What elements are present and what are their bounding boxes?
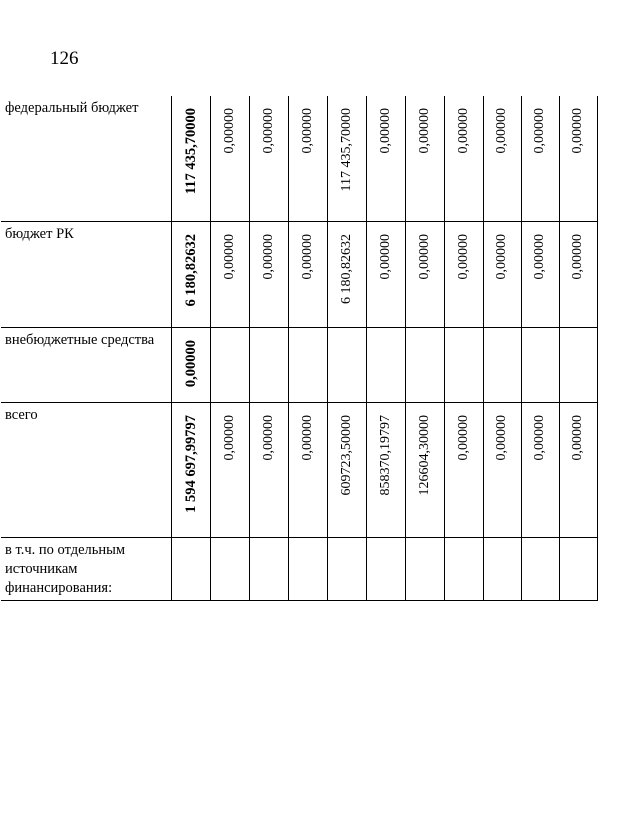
table-row bbox=[1, 402, 597, 537]
value-cell bbox=[483, 96, 521, 221]
row-label-cell bbox=[1, 96, 171, 221]
value-cell bbox=[366, 96, 405, 221]
value-cell bbox=[327, 327, 366, 402]
total-value: 117 435,70000 bbox=[182, 108, 199, 195]
value-cell bbox=[327, 96, 366, 221]
value-cell bbox=[405, 221, 444, 327]
value-cell bbox=[559, 96, 597, 221]
table-row bbox=[1, 221, 597, 327]
value-cell bbox=[249, 221, 288, 327]
value-cell bbox=[405, 402, 444, 537]
value-cell bbox=[444, 327, 483, 402]
row-label-cell bbox=[1, 402, 171, 537]
cell-value: 0,00000 bbox=[416, 108, 432, 154]
value-cell bbox=[483, 537, 521, 600]
row-label: федеральный бюджет bbox=[5, 100, 139, 116]
value-cell bbox=[288, 327, 327, 402]
cell-value: 0,00000 bbox=[221, 414, 237, 460]
value-cell bbox=[521, 327, 559, 402]
table-row bbox=[1, 537, 597, 600]
value-cell bbox=[405, 537, 444, 600]
cell-value: 0,00000 bbox=[455, 414, 471, 460]
cell-value: 0,00000 bbox=[260, 108, 276, 154]
value-cell bbox=[249, 402, 288, 537]
value-cell bbox=[521, 96, 559, 221]
cell-value: 126604,30000 bbox=[416, 414, 432, 495]
table-body bbox=[1, 96, 597, 600]
page-number: 126 bbox=[50, 48, 79, 69]
cell-value: 0,00000 bbox=[299, 233, 315, 279]
value-cell bbox=[288, 402, 327, 537]
value-cell bbox=[559, 402, 597, 537]
value-cell bbox=[249, 327, 288, 402]
cell-value: 609723,50000 bbox=[338, 414, 354, 495]
value-cell bbox=[366, 327, 405, 402]
table-row bbox=[1, 327, 597, 402]
value-cell bbox=[366, 221, 405, 327]
value-cell bbox=[559, 327, 597, 402]
value-cell bbox=[366, 402, 405, 537]
cell-value: 0,00000 bbox=[221, 233, 237, 279]
row-label-cell bbox=[1, 221, 171, 327]
value-cell bbox=[210, 537, 249, 600]
value-cell bbox=[288, 221, 327, 327]
cell-value: 0,00000 bbox=[532, 108, 547, 154]
cell-value: 0,00000 bbox=[494, 108, 509, 154]
cell-value: 0,00000 bbox=[532, 414, 547, 460]
value-cell bbox=[444, 537, 483, 600]
cell-value: 0,00000 bbox=[494, 414, 509, 460]
value-cell bbox=[288, 537, 327, 600]
cell-value: 0,00000 bbox=[416, 233, 432, 279]
value-cell bbox=[521, 537, 559, 600]
cell-value: 0,00000 bbox=[299, 108, 315, 154]
value-cell bbox=[444, 402, 483, 537]
cell-value: 0,00000 bbox=[260, 414, 276, 460]
budget-table bbox=[1, 96, 598, 601]
cell-value: 0,00000 bbox=[570, 108, 585, 154]
total-value: 1 594 697,99797 bbox=[182, 414, 199, 513]
value-cell bbox=[210, 96, 249, 221]
value-cell bbox=[210, 402, 249, 537]
value-cell bbox=[171, 402, 210, 537]
cell-value: 0,00000 bbox=[570, 414, 585, 460]
cell-value: 0,00000 bbox=[532, 233, 547, 279]
value-cell bbox=[366, 537, 405, 600]
value-cell bbox=[444, 96, 483, 221]
cell-value: 0,00000 bbox=[494, 233, 509, 279]
value-cell bbox=[444, 221, 483, 327]
cell-value: 0,00000 bbox=[221, 108, 237, 154]
value-cell bbox=[405, 327, 444, 402]
value-cell bbox=[171, 96, 210, 221]
cell-value: 858370,19797 bbox=[377, 414, 393, 495]
value-cell bbox=[171, 537, 210, 600]
value-cell bbox=[559, 537, 597, 600]
row-label-cell bbox=[1, 327, 171, 402]
value-cell bbox=[327, 402, 366, 537]
total-value: 0,00000 bbox=[182, 339, 199, 387]
value-cell bbox=[327, 537, 366, 600]
cell-value: 0,00000 bbox=[455, 233, 471, 279]
value-cell bbox=[210, 221, 249, 327]
cell-value: 0,00000 bbox=[260, 233, 276, 279]
cell-value: 0,00000 bbox=[570, 233, 585, 279]
cell-value: 0,00000 bbox=[299, 414, 315, 460]
value-cell bbox=[249, 537, 288, 600]
value-cell bbox=[171, 221, 210, 327]
table-row bbox=[1, 96, 597, 221]
value-cell bbox=[483, 327, 521, 402]
value-cell bbox=[288, 96, 327, 221]
value-cell bbox=[249, 96, 288, 221]
cell-value: 0,00000 bbox=[455, 108, 471, 154]
value-cell bbox=[483, 402, 521, 537]
cell-value: 6 180,82632 bbox=[338, 233, 354, 304]
row-label: бюджет РК bbox=[5, 225, 74, 242]
cell-value: 0,00000 bbox=[377, 108, 393, 154]
value-cell bbox=[521, 402, 559, 537]
row-label: всего bbox=[5, 406, 38, 423]
value-cell bbox=[405, 96, 444, 221]
value-cell bbox=[327, 221, 366, 327]
cell-value: 0,00000 bbox=[377, 233, 393, 279]
row-label-cell bbox=[1, 537, 171, 600]
value-cell bbox=[521, 221, 559, 327]
total-value: 6 180,82632 bbox=[182, 233, 199, 306]
value-cell bbox=[171, 327, 210, 402]
value-cell bbox=[559, 221, 597, 327]
row-label: в т.ч. по отдельным источникам финансирования: bbox=[5, 541, 126, 596]
value-cell bbox=[210, 327, 249, 402]
cell-value: 117 435,70000 bbox=[338, 108, 354, 192]
row-label: внебюджетные средства bbox=[5, 331, 155, 348]
value-cell bbox=[483, 221, 521, 327]
